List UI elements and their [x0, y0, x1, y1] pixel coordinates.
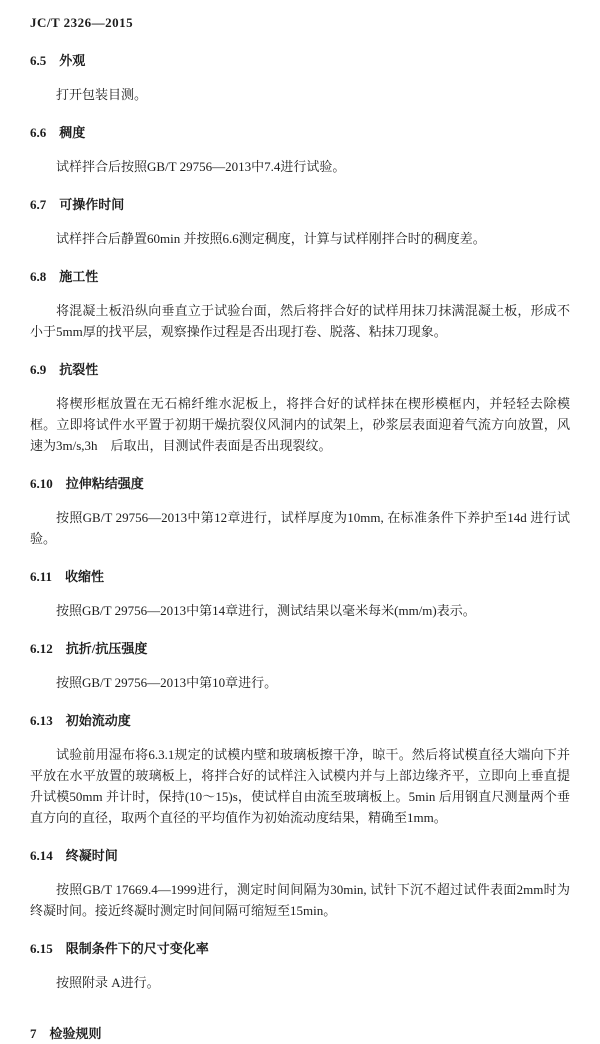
section-heading — [30, 122, 570, 143]
section-paragraphs — [30, 156, 570, 177]
section-title: 拉伸粘结强度 — [65, 476, 144, 491]
section-paragraphs — [30, 228, 570, 249]
document-section — [30, 710, 570, 828]
document-section — [30, 50, 570, 105]
section-number: 6.13 — [30, 713, 53, 728]
section-paragraph: 将楔形框放置在无石棉纤维水泥板上，将拌合好的试样抹在楔形模框内，并轻轻去除模框。立即将试件水平置于初期干燥抗裂仪风洞内的试架上，砂浆层表面迎着气流方向放置，风速为3m/s,3h 后取出，目测试件表面是否出现裂纹。 — [30, 396, 570, 453]
document-section — [30, 845, 570, 921]
document-section — [30, 638, 570, 693]
section-number: 6.9 — [30, 362, 47, 377]
document-section — [30, 1023, 570, 1044]
section-number: 6.7 — [30, 197, 47, 212]
section-title: 抗裂性 — [59, 362, 99, 377]
section-heading — [30, 266, 570, 287]
section-paragraph: 打开包装目测。 — [56, 87, 148, 102]
section-number: 6.6 — [30, 125, 47, 140]
section-title: 收缩性 — [65, 569, 105, 584]
document-body — [30, 50, 570, 1044]
section-number: 6.15 — [30, 941, 53, 956]
section-paragraphs — [30, 972, 570, 993]
section-heading — [30, 194, 570, 215]
section-heading — [30, 938, 570, 959]
section-heading — [30, 50, 570, 71]
section-title: 可操作时间 — [59, 197, 125, 212]
section-title: 检验规则 — [49, 1026, 102, 1041]
section-paragraphs — [30, 744, 570, 828]
document-section — [30, 266, 570, 342]
document-section — [30, 473, 570, 549]
section-paragraphs — [30, 300, 570, 342]
document-section — [30, 122, 570, 177]
section-paragraph: 按照GB/T 29756—2013中第14章进行，测试结果以毫米每米(mm/m)表示。 — [56, 603, 476, 618]
section-paragraph: 按照附录 A进行。 — [56, 975, 160, 990]
document-section — [30, 359, 570, 456]
section-heading — [30, 710, 570, 731]
section-number: 6.5 — [30, 53, 47, 68]
section-heading — [30, 638, 570, 659]
section-paragraph: 试样拌合后静置60min 并按照6.6测定稠度，计算与试样刚拌合时的稠度差。 — [56, 231, 486, 246]
section-heading — [30, 473, 570, 494]
section-paragraph: 试验前用湿布将6.3.1规定的试模内壁和玻璃板擦干净，晾干。然后将试模直径大端向下并平放在水平放置的玻璃板上，将拌合好的试样注入试模内并与上部边缘齐平，立即向上垂直提升试模50mm 并计时，保持(10～15)s，使试样自由流至玻璃板上。5min 后用钢直尺测量两个垂直方向的直径，取两个直径的平均值作为初始流动度结果，精确至1mm。 — [30, 747, 570, 825]
section-heading — [30, 566, 570, 587]
section-number: 6.12 — [30, 641, 53, 656]
section-title: 终凝时间 — [65, 848, 118, 863]
section-paragraph: 按照GB/T 29756—2013中第10章进行。 — [56, 675, 278, 690]
section-title: 外观 — [59, 53, 86, 68]
section-number: 6.10 — [30, 476, 53, 491]
section-number: 7 — [30, 1026, 37, 1041]
document-section — [30, 566, 570, 621]
section-paragraphs — [30, 879, 570, 921]
section-paragraphs — [30, 84, 570, 105]
document-section — [30, 938, 570, 993]
section-heading — [30, 845, 570, 866]
section-title: 施工性 — [59, 269, 99, 284]
section-title: 稠度 — [59, 125, 86, 140]
section-paragraph: 将混凝土板沿纵向垂直立于试验台面，然后将拌合好的试样用抹刀抹满混凝土板，形成不小于5mm厚的找平层，观察操作过程是否出现打卷、脱落、粘抹刀现象。 — [30, 303, 570, 339]
section-paragraphs — [30, 393, 570, 456]
section-number: 6.11 — [30, 569, 53, 584]
section-number: 6.8 — [30, 269, 47, 284]
section-paragraphs — [30, 672, 570, 693]
section-heading — [30, 1023, 570, 1044]
section-title: 抗折/抗压强度 — [65, 641, 148, 656]
standard-number-header: JC/T 2326—2015 — [30, 15, 134, 30]
section-number: 6.14 — [30, 848, 53, 863]
section-title: 限制条件下的尺寸变化率 — [65, 941, 209, 956]
section-heading — [30, 359, 570, 380]
section-paragraph: 试样拌合后按照GB/T 29756—2013中7.4进行试验。 — [56, 159, 346, 174]
section-paragraphs — [30, 600, 570, 621]
section-paragraphs — [30, 507, 570, 549]
section-paragraph: 按照GB/T 17669.4—1999进行，测定时间间隔为30min, 试针下沉不超过试件表面2mm时为终凝时间。接近终凝时测定时间间隔可缩短至15min。 — [30, 882, 570, 918]
section-paragraph: 按照GB/T 29756—2013中第12章进行，试样厚度为10mm, 在标准条件下养护至14d 进行试验。 — [30, 510, 570, 546]
section-title: 初始流动度 — [65, 713, 131, 728]
document-section — [30, 194, 570, 249]
